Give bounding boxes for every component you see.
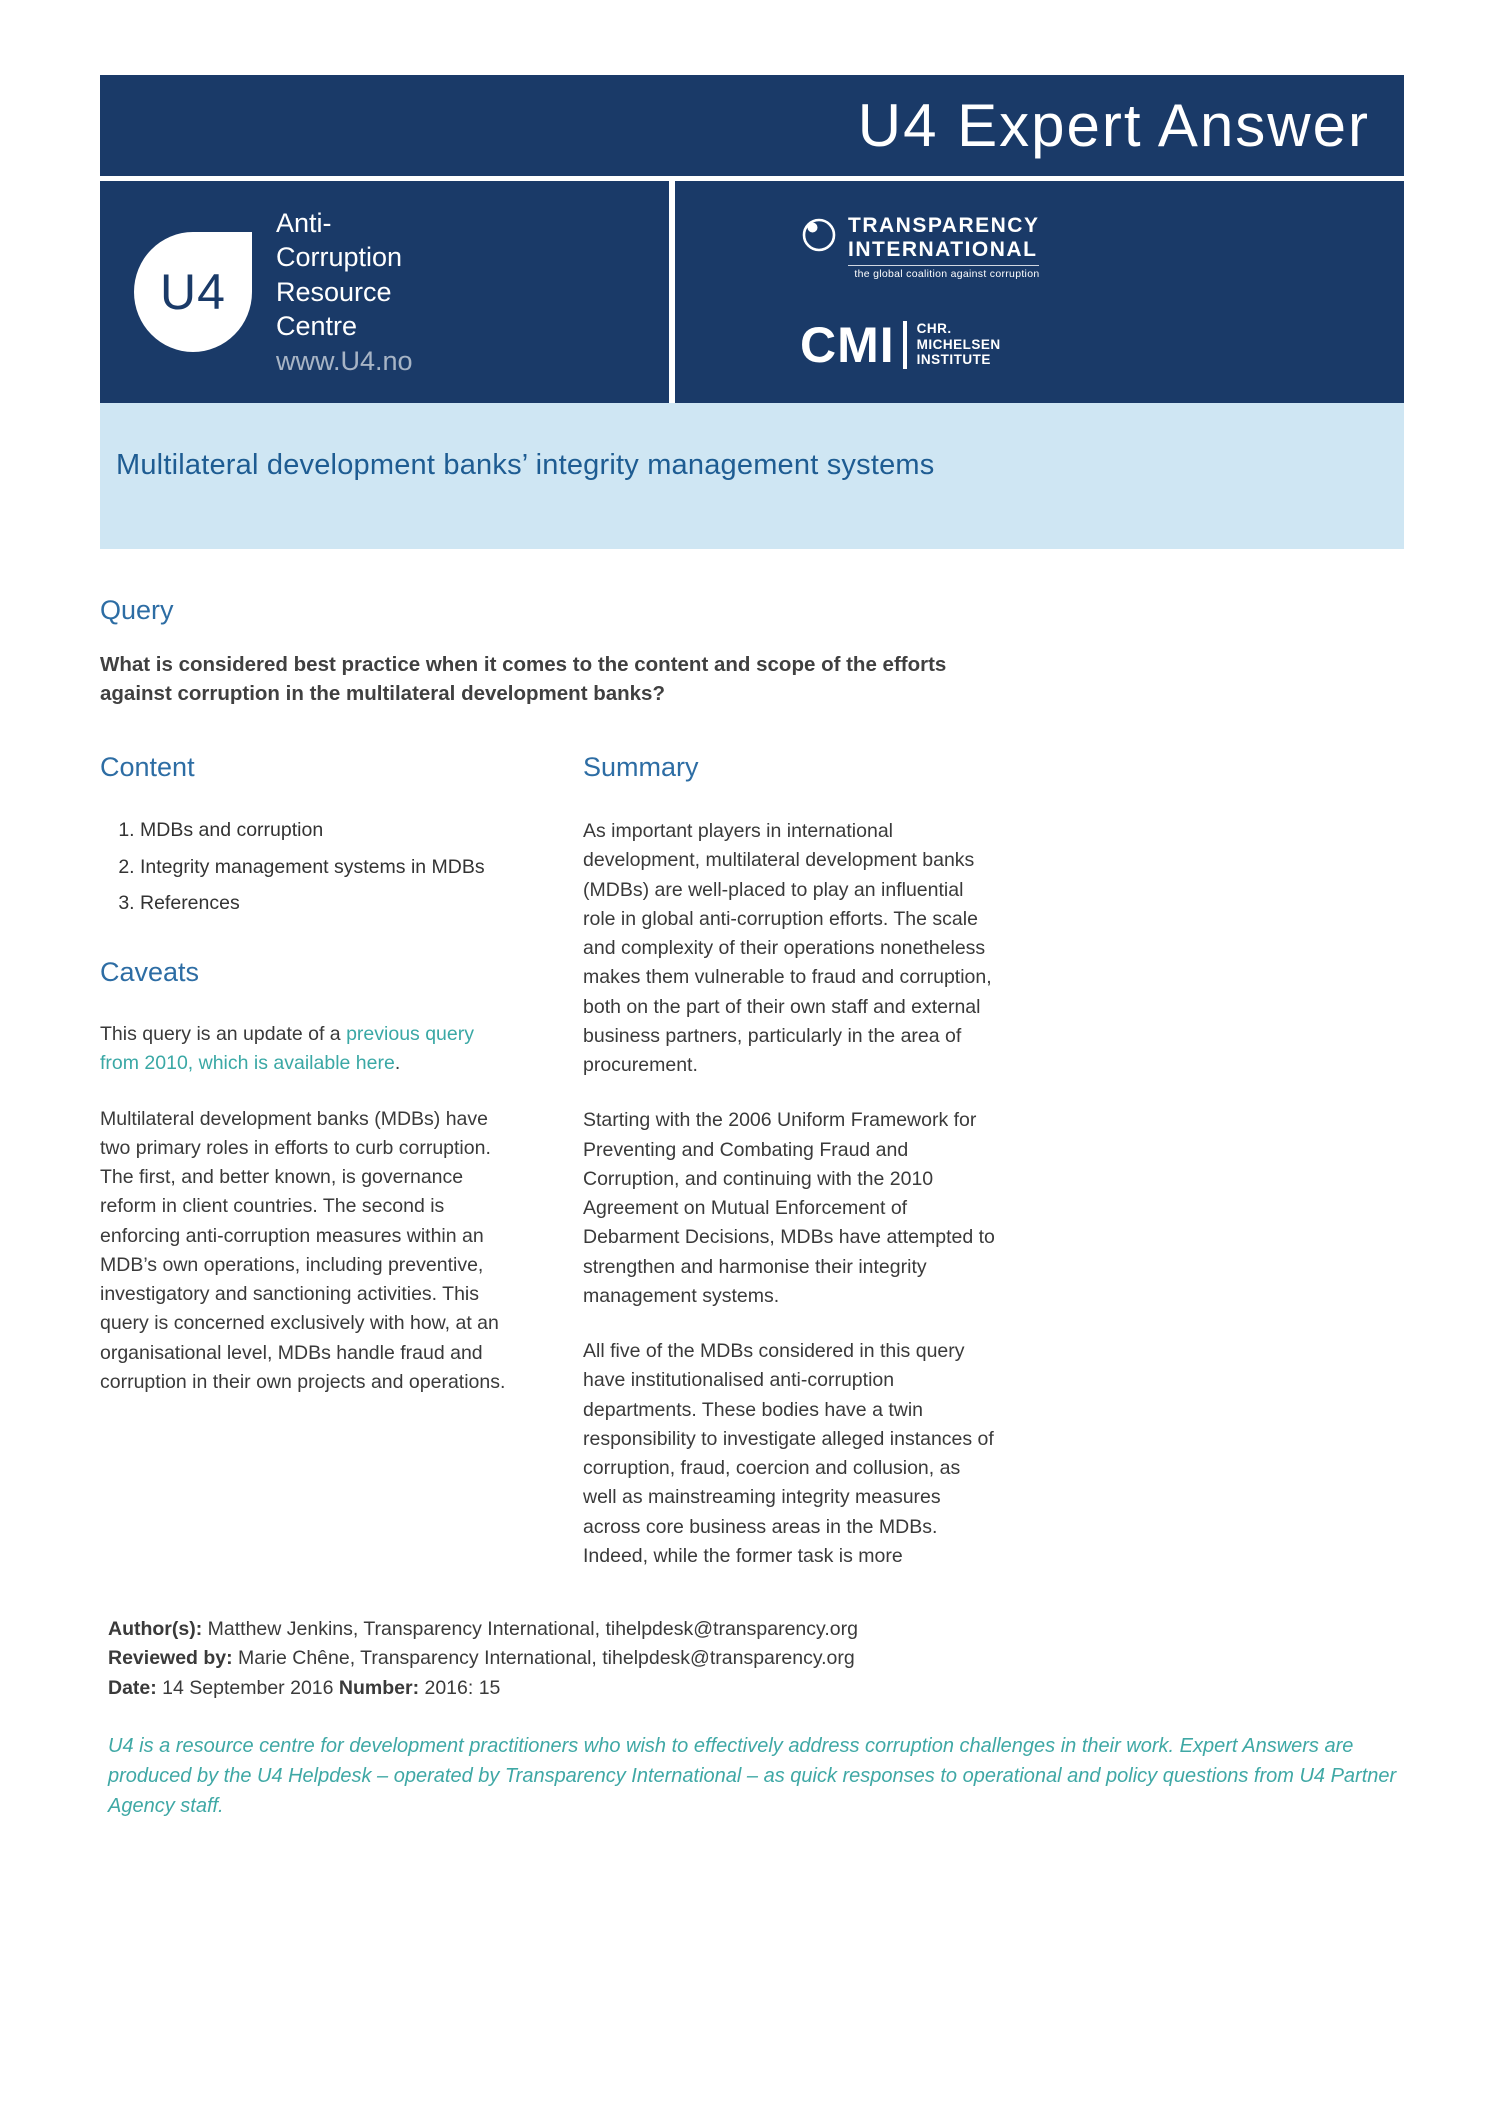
content-list xyxy=(100,817,513,917)
page-title: Multilateral development banks’ integrity management systems xyxy=(116,449,935,481)
ti-name-line1: TRANSPARENCY xyxy=(848,214,1040,238)
number-label: Number: xyxy=(338,1676,420,1699)
authors-label: Author(s): xyxy=(108,1618,203,1641)
right-column xyxy=(583,752,995,1597)
header-band xyxy=(100,75,1404,403)
content-list-item: 1. MDBs and corruption xyxy=(140,817,513,844)
u4-logo-line: Centre xyxy=(276,311,358,342)
two-column-layout xyxy=(100,752,1005,1597)
caveats-section xyxy=(100,957,513,1397)
title-band xyxy=(100,403,1404,549)
ti-name-line2: INTERNATIONAL xyxy=(848,238,1038,261)
u4-logo-line: Corruption xyxy=(276,242,403,273)
u4-logo-text xyxy=(276,206,413,379)
brand-title-band xyxy=(100,75,1404,181)
u4-logo-line: Resource xyxy=(276,276,392,307)
summary-paragraph: All five of the MDBs considered in this query have institutionalised anti-corruption departments. These bodies have a twin responsibility to investigate alleged instances of corruption, fraud, coercion and collusion, as well as mainstreaming integrity measures across core business areas in the MDBs. Indeed, while the former task is more xyxy=(583,1340,994,1567)
summary-paragraph: Starting with the 2006 Uniform Framework for Preventing and Combating Fraud and Corruption, and continuing with the 2010 Agreement on Mutual Enforcement of Debarment Decisions, MDBs have attempted to strengthen and harmonise their integrity management systems. xyxy=(583,1109,995,1307)
cmi-abbr: CMI xyxy=(800,316,895,373)
main-content xyxy=(100,549,1005,1597)
content-section xyxy=(100,752,513,917)
logos-band xyxy=(100,181,1404,403)
cmi-name-line2: MICHELSEN xyxy=(916,336,1001,352)
date-label: Date: xyxy=(108,1676,157,1699)
reviewed-label: Reviewed by: xyxy=(108,1647,233,1670)
content-list-item: 2. Integrity management systems in MDBs xyxy=(140,854,513,881)
caveats-intro xyxy=(100,1020,513,1079)
footer-date-number xyxy=(108,1674,1404,1703)
query-section xyxy=(100,595,1005,708)
summary-paragraph: As important players in international development, multilateral development banks (MDBs) are well-placed to play an influential role in global anti-corruption efforts. The scale and complexity of their operations nonetheless makes them vulnerable to fraud and corruption, both on the part of their own staff and external business partners, particularly in the area of procurement. xyxy=(583,820,992,1077)
cmi-name-line1: CHR. xyxy=(916,321,952,337)
summary-section xyxy=(583,752,995,1571)
u4-logo-mark-text: U4 xyxy=(160,264,226,320)
number-value: 2016: 15 xyxy=(419,1676,501,1699)
reviewed-value: Marie Chêne, Transparency International, tihelpdesk@transparency.org xyxy=(232,1647,855,1670)
previous-query-link[interactable]: previous query from 2010, which is available here xyxy=(100,1023,474,1075)
brand-title: U4 Expert Answer xyxy=(857,91,1370,159)
u4-website-url: www.U4.no xyxy=(276,345,413,376)
content-list-item: 3. References xyxy=(140,890,513,917)
transparency-international-logo xyxy=(800,214,1404,279)
ti-tagline: the global coalition against corruption xyxy=(848,265,1039,280)
cmi-name xyxy=(917,321,1001,368)
u4-logo-line: Anti- xyxy=(276,207,332,238)
cmi-logo-divider xyxy=(903,321,907,369)
cmi-name-line3: INSTITUTE xyxy=(916,352,991,368)
query-question: What is considered best practice when it comes to the content and scope of the efforts against corruption in the multilateral development banks? xyxy=(100,653,947,706)
caveats-heading: Caveats xyxy=(100,957,200,988)
footer-authors xyxy=(108,1615,1404,1644)
u4-disclaimer: U4 is a resource centre for development practitioners who wish to effectively address corruption challenges in their work. Expert Answers are produced by the U4 Helpdesk – operated by Transparency International – as quick responses to operational and policy questions from U4 Partner Agency staff. xyxy=(108,1734,1397,1817)
footer-reviewed xyxy=(108,1644,1404,1673)
caveats-intro-suffix: . xyxy=(394,1052,401,1075)
summary-heading: Summary xyxy=(583,752,699,783)
ti-name xyxy=(848,214,1039,261)
date-value: 14 September 2016 xyxy=(156,1676,339,1699)
content-heading: Content xyxy=(100,752,195,783)
footer xyxy=(100,1615,1404,1703)
partner-logos-block xyxy=(675,181,1404,403)
cmi-logo xyxy=(800,316,1404,373)
u4-logo-icon xyxy=(134,232,252,352)
transparency-international-text xyxy=(848,214,1039,279)
query-heading: Query xyxy=(100,595,174,625)
caveats-intro-prefix: This query is an update of a xyxy=(100,1023,347,1046)
u4-logo-block xyxy=(100,181,675,403)
caveats-paragraph: Multilateral development banks (MDBs) have two primary roles in efforts to curb corruption. The first, and better known, is governance reform in client countries. The second is enforcing anti-corruption measures within an MDB’s own operations, including preventive, investigatory and sanctioning activities. This query is concerned exclusively with how, at an organisational level, MDBs handle fraud and corruption in their own projects and operations. xyxy=(100,1107,506,1393)
left-column xyxy=(100,752,513,1423)
authors-value: Matthew Jenkins, Transparency International, tihelpdesk@transparency.org xyxy=(202,1618,858,1641)
transparency-international-icon xyxy=(800,216,838,259)
